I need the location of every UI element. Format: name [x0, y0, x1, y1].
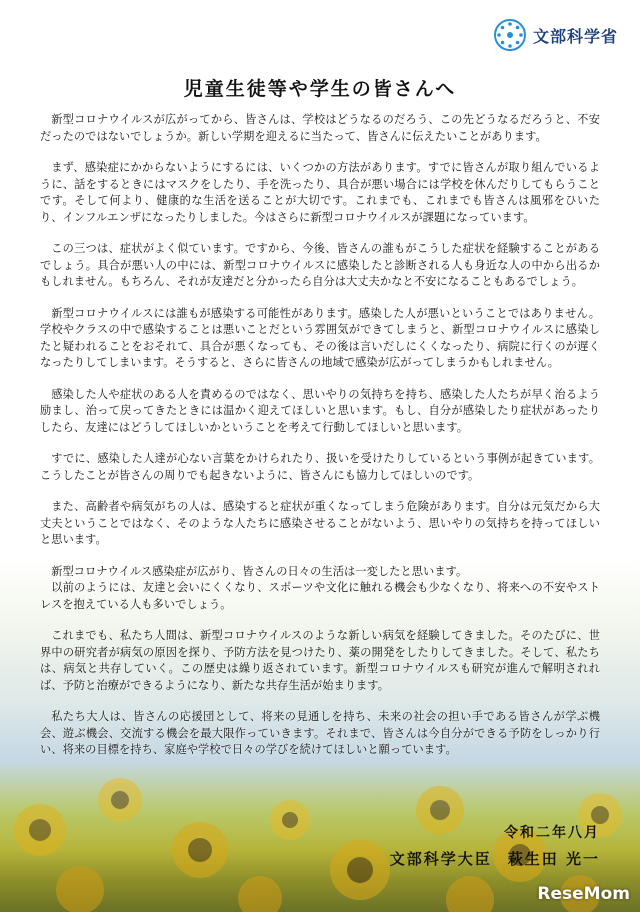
letter-body [40, 112, 600, 774]
paragraph-4: 新型コロナウイルスには誰もが感染する可能性があります。感染した人が悪いということではありません。学校やクラスの中で感染することは悪いことだという雰囲気ができてしまうと、新型コロナウイルスに感染したと疑われることをおそれて、具合が悪くなっても、その後は言いだしにくくなったり、病院に行くのが遅くなったりしてしまいます。そうすると、さらに皆さんの地域で感染が広がってしまうかもしれません。 [40, 306, 600, 369]
minister-title: 文部科学大臣 [389, 850, 492, 868]
signature-date: 令和二年八月 [504, 825, 600, 841]
resemom-watermark: ReseMom [537, 884, 630, 904]
signature-line [390, 848, 600, 869]
paragraph-5: 感染した人や症状のある人を責めるのではなく、思いやりの気持ちを持ち、感染した人たちが早く治るよう励まし、治って戻ってきたときには温かく迎えてほしいと思います。もし、自分が感染したり症状があったりしたら、友達にはどうしてほしいかということを考えて行動してほしいと思います。 [40, 387, 600, 434]
ministry-logo [493, 18, 618, 52]
mext-logo-icon [493, 18, 527, 52]
paragraph-9: 以前のようには、友達と会いにくくなり、スポーツや文化に触れる機会も少なくなり、将来への不安やストレスを抱えている人も多いでしょう。 [40, 581, 600, 611]
paragraph-2: まず、感染症にかからないようにするには、いくつかの方法があります。すでに皆さんが取り組んでいるように、話をするときにはマスクをしたり、手を洗ったり、具合が悪い場合には学校を休んだりしてもらうことです。そして何より、健康的な生活を送ることが大切です。これまでも、これまでも皆さんは風邪をひいたり、インフルエンザになったりしました。今はさらに新型コロナウイルスが課題になっています。 [40, 161, 600, 224]
ministry-name: 文部科学省 [532, 26, 618, 46]
paragraph-7: また、高齢者や病気がちの人は、感染すると症状が重くなってしまう危険があります。自分は元気だから大丈夫ということではなく、そのような人たちに感染させることがないよう、思いやりの気持ちを持ってほしいと思います。 [40, 500, 600, 546]
paragraph-1: 新型コロナウイルスが広がってから、皆さんは、学校はどうなるのだろう、この先どうなるだろうと、不安だったのではないでしょうか。新しい学期を迎えるに当たって、皆さんに伝えたいことがあります。 [40, 113, 600, 143]
paragraph-11: 私たち大人は、皆さんの応援団として、将来の見通しを持ち、未来の社会の担い手である皆さんが学ぶ機会、遊ぶ機会、交流する機会を最大限作っていきます。それまで、皆さんは今自分ができる予防をしっかり行い、将来の目標を持ち、家庭や学校で日々の学びを続けてほしいと願っています。 [40, 710, 600, 756]
paragraph-10: これまでも、私たち人間は、新型コロナウイルスのような新しい病気を経験してきました。そのたびに、世界中の研究者が病気の原因を探り、予防方法を見つけたり、薬の開発をしたりしてきました。そして、私たちは、病気と共存していく。この歴史は繰り返されています。新型コロナウイルスも研究が進んで解明されれば、予防と治療ができるようになり、新たな共存生活が始まります。 [40, 629, 600, 692]
paragraph-8: 新型コロナウイルス感染症が広がり、皆さんの日々の生活は一変したと思います。 [51, 564, 468, 578]
paragraph-6: すでに、感染した人達が心ない言葉をかけられたり、扱いを受けたりしているという事例が起きています。こうしたことが皆さんの周りでも起きないように、皆さんにも協力してほしいのです。 [40, 452, 600, 482]
minister-name: 萩生田 光一 [507, 850, 600, 868]
page-title: 児童生徒等や学生の皆さんへ [183, 78, 457, 100]
paragraph-3: この三つは、症状がよく似ています。ですから、今後、皆さんの誰もがこうした症状を経験することがあるでしょう。具合が悪い人の中には、新型コロナウイルスに感染したと診断される人も身近な人の中から出るかもしれません。もちろん、それが友達だと分かったら自分は大丈夫かなと不安になることもあるでしょう。 [40, 242, 600, 288]
signature-block [390, 822, 600, 869]
